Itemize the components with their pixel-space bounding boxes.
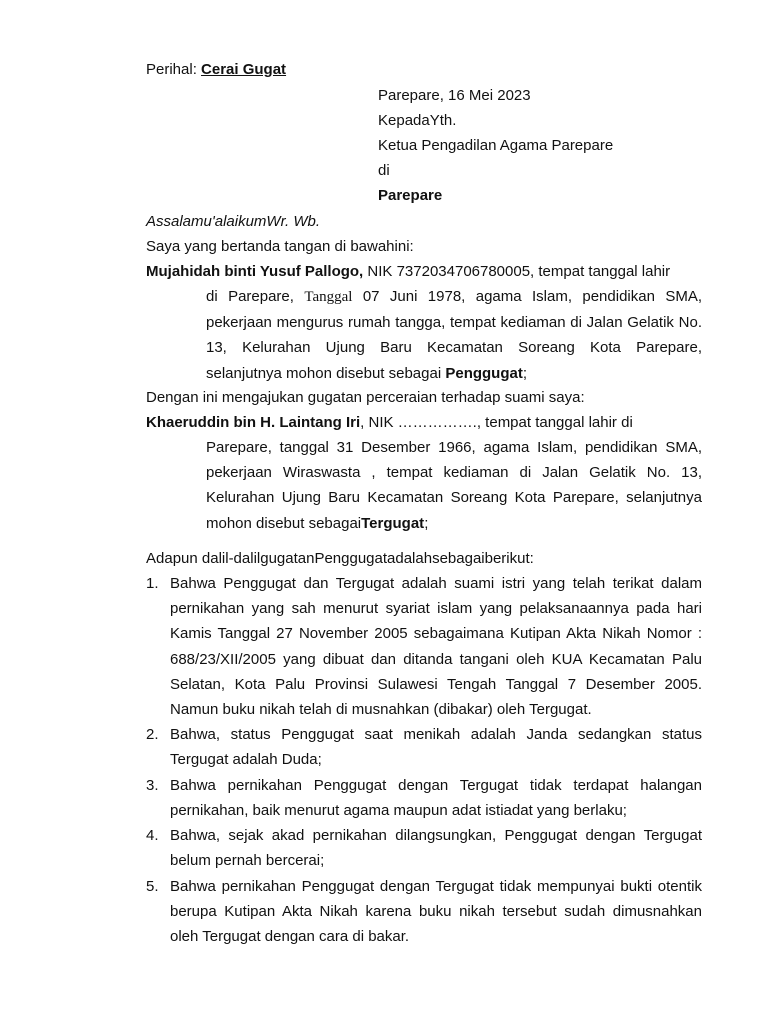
address-di: di bbox=[378, 162, 390, 179]
plaintiff-details-text: 07 Juni 1978, agama Islam, pendidikan SMA, pekerjaan mengurus rumah tangga, tempat kediaman di Jalan Gelatik No. 13, Kelurahan Ujung Baru Kecamatan Soreang Kota Parepare, selanjutnya mohon disebut sebagai bbox=[206, 288, 702, 382]
greeting: Assalamu'alaikumWr. Wb. bbox=[146, 213, 321, 230]
transition-line: Dengan ini mengajukan gugatan perceraian terhadap suami saya: bbox=[146, 389, 585, 406]
plaintiff-nik: NIK 7372034706780005, tempat tanggal lahir bbox=[363, 263, 671, 280]
list-item-text: Bahwa, status Penggugat saat menikah adalah Janda sedangkan status Tergugat adalah Duda; bbox=[170, 726, 702, 769]
plaintiff-details bbox=[206, 284, 702, 386]
tanggal-word: Tanggal bbox=[304, 289, 353, 305]
plaintiff-name: Mujahidah binti Yusuf Pallogo, bbox=[146, 263, 364, 280]
address-city: Parepare bbox=[378, 187, 443, 204]
subject-label: Perihal: bbox=[146, 61, 197, 78]
grounds-intro: Adapun dalil-dalilgugatanPenggugatadalahsebagaiberikut: bbox=[146, 550, 534, 567]
defendant-details-text: Parepare, tanggal 31 Desember 1966, agama Islam, pendidikan SMA, pekerjaan Wiraswasta , tempat kediaman di Jalan Gelatik No. 13, Kelurahan Ujung Baru Kecamatan Soreang Kota Parepare, selanjutnya mohon disebut sebagai bbox=[206, 439, 702, 532]
address-recipient: Ketua Pengadilan Agama Parepare bbox=[378, 137, 614, 154]
defendant-details bbox=[206, 435, 702, 536]
list-item-number: 2. bbox=[146, 726, 159, 743]
subject-line bbox=[146, 57, 286, 82]
list-item-text: Bahwa pernikahan Penggugat dengan Tergugat tidak mempunyai bukti otentik berupa Kutipan Akta Nikah karena buku nikah tersebut sudah dimusnahkan oleh Tergugat dengan cara di bakar. bbox=[170, 878, 702, 946]
list-item-text: Bahwa Penggugat dan Tergugat adalah suami istri yang telah terikat dalam pernikahan yang sah menurut syariat islam yang pelaksanaannya pada hari Kamis Tanggal 27 November 2005 sebagaimana Kutipan Akta Nikah Nomor : 688/23/XII/2005 yang dibuat dan ditanda tangani oleh KUA Kecamatan Palu Selatan, Kota Palu Provinsi Sulawesi Tengah Tanggal 7 Desember 2005. Namun buku nikah telah di musnahkan (dibakar) oleh Tergugat. bbox=[170, 575, 702, 719]
list-item-number: 1. bbox=[146, 575, 159, 592]
plaintiff-first-line bbox=[146, 259, 702, 284]
defendant-role: Tergugat bbox=[361, 514, 425, 532]
defendant-nik: , NIK ……………., tempat tanggal lahir di bbox=[360, 414, 633, 431]
plaintiff-pob: di Parepare, bbox=[206, 288, 305, 305]
defendant-end: ; bbox=[424, 514, 429, 532]
plaintiff-end: ; bbox=[522, 364, 528, 382]
defendant-first-line bbox=[146, 410, 702, 435]
subject-value: Cerai Gugat bbox=[201, 61, 287, 78]
list-item-number: 5. bbox=[146, 878, 159, 895]
list-item-text: Bahwa, sejak akad pernikahan dilangsungkan, Penggugat dengan Tergugat belum pernah bercerai; bbox=[170, 827, 702, 870]
plaintiff-role: Penggugat bbox=[445, 364, 523, 382]
address-to: KepadaYth. bbox=[378, 112, 457, 129]
list-item-number: 4. bbox=[146, 827, 159, 844]
intro-line: Saya yang bertanda tangan di bawahini: bbox=[146, 238, 414, 255]
defendant-name: Khaeruddin bin H. Laintang Iri bbox=[146, 414, 361, 431]
place-date: Parepare, 16 Mei 2023 bbox=[378, 87, 531, 104]
list-item-text: Bahwa pernikahan Penggugat dengan Tergugat tidak terdapat halangan pernikahan, baik menurut agama maupun adat istiadat yang berlaku; bbox=[170, 777, 702, 820]
list-item-number: 3. bbox=[146, 777, 159, 794]
